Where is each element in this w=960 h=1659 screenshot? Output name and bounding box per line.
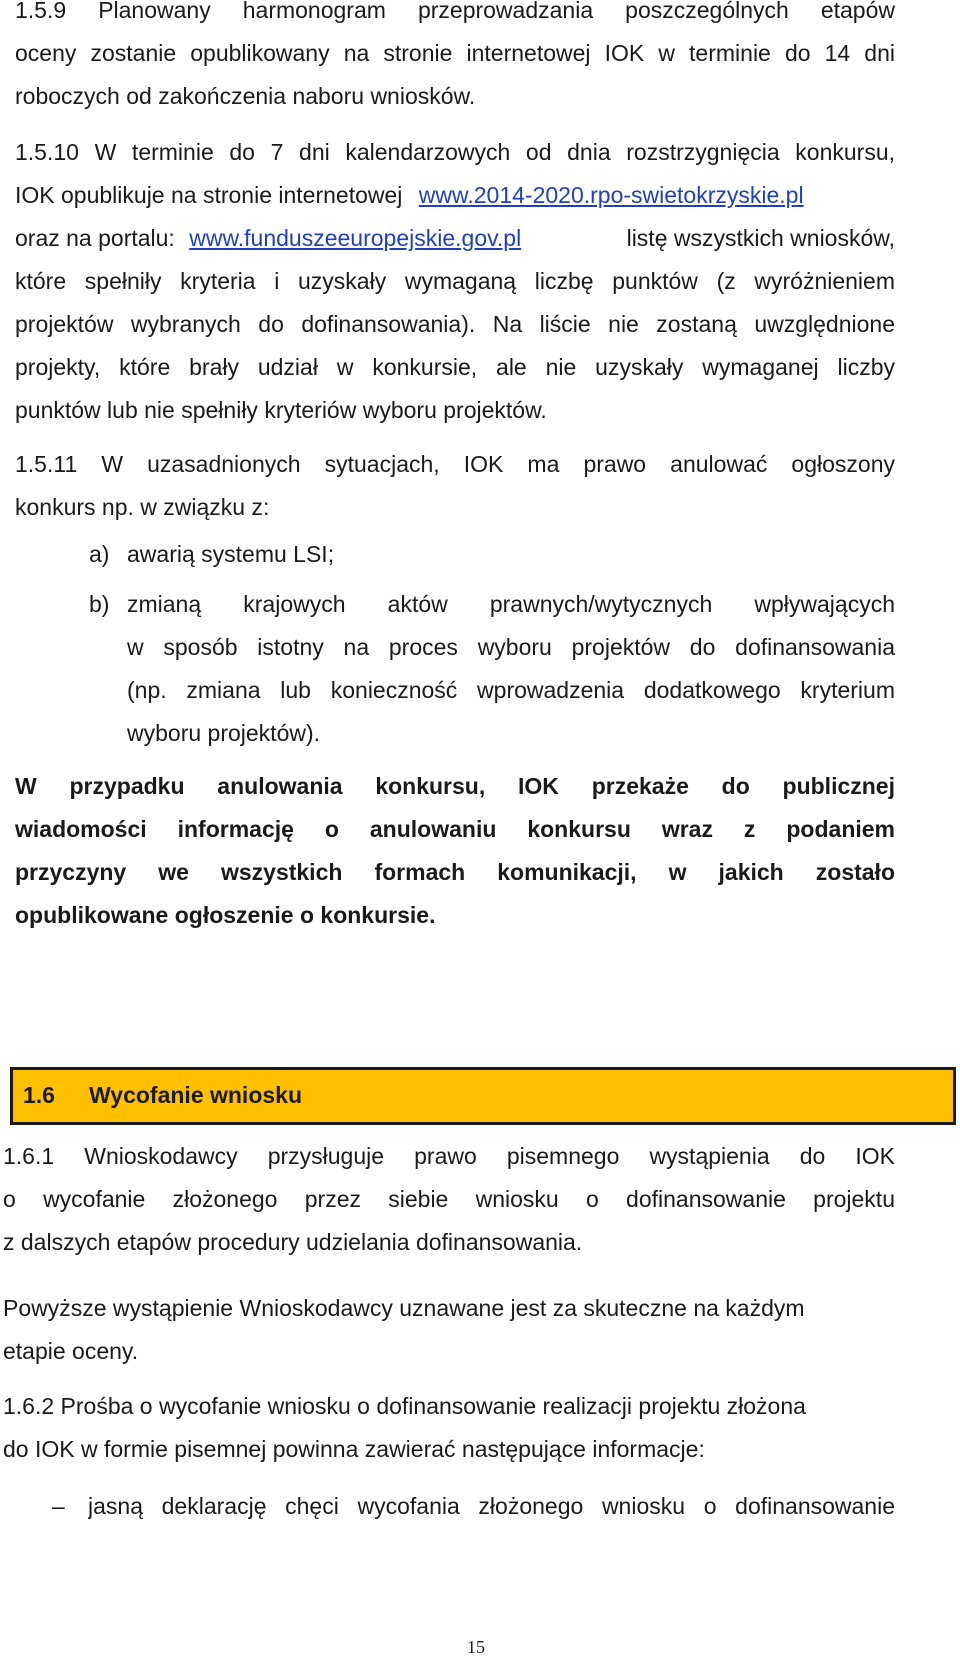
line-3-suffix: listę wszystkich wniosków,	[626, 225, 895, 251]
notice-line-3: przyczyny we wszystkich formach komunikacji, w jakich zostało	[15, 859, 895, 885]
bullet-dash: –	[52, 1493, 65, 1519]
section-1-5-9-line-2: oceny zostanie opublikowany na stronie internetowej IOK w terminie do 14 dni	[15, 40, 895, 66]
list-item-b-line-3: (np. zmiana lub konieczność wprowadzenia dodatkowego kryterium	[127, 677, 895, 703]
list-marker-b: b)	[89, 591, 110, 617]
paragraph-line-2: etapie oceny.	[3, 1338, 139, 1364]
section-heading-title: Wycofanie wniosku	[89, 1082, 303, 1108]
list-item-b-line-1: zmianą krajowych aktów prawnych/wytycznych wpływających	[127, 591, 895, 617]
section-1-6-2-line-2: do IOK w formie pisemnej powinna zawierać następujące informacje:	[3, 1436, 705, 1462]
notice-line-4: opublikowane ogłoszenie o konkursie.	[15, 902, 436, 928]
page-number: 15	[467, 1637, 485, 1657]
rpo-swietokrzyskie-link[interactable]: www.2014-2020.rpo-swietokrzyskie.pl	[418, 182, 804, 208]
notice-line-2: wiadomości informację o anulowaniu konkursu wraz z podaniem	[15, 816, 895, 842]
list-marker-a: a)	[89, 541, 110, 567]
section-1-5-11-line-1: 1.5.11 W uzasadnionych sytuacjach, IOK ma prawo anulować ogłoszony	[15, 451, 895, 477]
notice-line-1: W przypadku anulowania konkursu, IOK przekaże do publicznej	[15, 773, 895, 799]
section-1-5-10-line-4: które spełniły kryteria i uzyskały wymaganą liczbę punktów (z wyróżnieniem	[15, 268, 895, 294]
section-1-6-1-line-2: o wycofanie złożonego przez siebie wniosku o dofinansowanie projektu	[3, 1186, 895, 1212]
section-1-5-9-line-3: roboczych od zakończenia naboru wniosków.	[15, 83, 476, 109]
section-1-5-10-line-7: punktów lub nie spełniły kryteriów wyboru projektów.	[15, 397, 547, 423]
funduszeeuropejskie-link[interactable]: www.funduszeeuropejskie.gov.pl	[189, 225, 522, 251]
bullet-item-1: jasną deklarację chęci wycofania złożonego wniosku o dofinansowanie	[88, 1493, 895, 1519]
section-1-6-1-line-1: 1.6.1 Wnioskodawcy przysługuje prawo pisemnego wystąpienia do IOK	[3, 1143, 895, 1169]
section-1-6-1-line-3: z dalszych etapów procedury udzielania dofinansowania.	[3, 1229, 583, 1255]
list-item-b-line-4: wyboru projektów).	[127, 720, 321, 746]
section-1-6-2-line-1: 1.6.2 Prośba o wycofanie wniosku o dofinansowanie realizacji projektu złożona	[3, 1393, 806, 1419]
section-heading-number: 1.6	[23, 1082, 55, 1108]
list-item-a: awarią systemu LSI;	[127, 541, 335, 567]
line-3-group	[15, 223, 521, 253]
line-2-prefix: IOK opublikuje na stronie internetowej	[15, 182, 403, 208]
section-heading-1-6	[10, 1067, 956, 1125]
section-1-5-10-line-2	[15, 180, 804, 210]
section-1-5-10-line-6: projekty, które brały udział w konkursie, ale nie uzyskały wymaganej liczby	[15, 354, 895, 380]
section-1-5-9-line-1: 1.5.9 Planowany harmonogram przeprowadzania poszczególnych etapów	[15, 0, 895, 23]
paragraph-line-1: Powyższe wystąpienie Wnioskodawcy uznawane jest za skuteczne na każdym	[3, 1295, 805, 1321]
line-3-prefix: oraz na portalu:	[15, 225, 175, 251]
section-1-5-10-line-5: projektów wybranych do dofinansowania). Na liście nie zostaną uwzględnione	[15, 311, 895, 337]
list-item-b-line-2: w sposób istotny na proces wyboru projektów do dofinansowania	[127, 634, 895, 660]
section-1-5-10-line-1: 1.5.10 W terminie do 7 dni kalendarzowych od dnia rozstrzygnięcia konkursu,	[15, 139, 895, 165]
section-1-5-10-line-3	[15, 223, 895, 253]
section-1-5-11-line-2: konkurs np. w związku z:	[15, 494, 270, 520]
